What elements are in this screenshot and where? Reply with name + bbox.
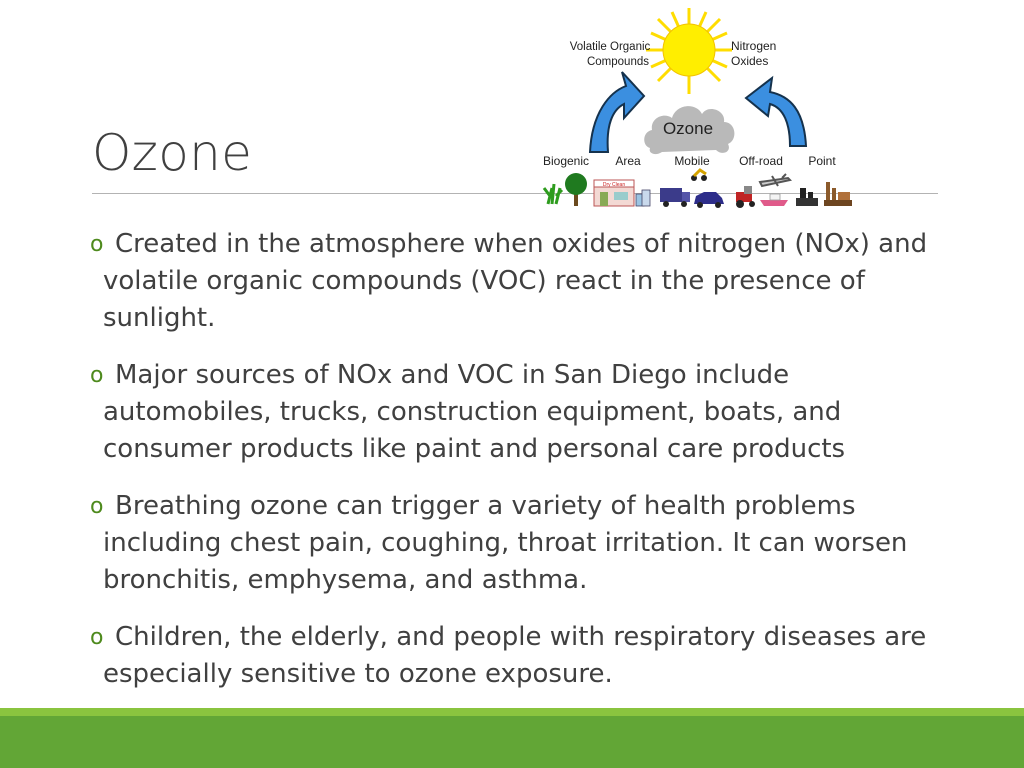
bullet-item — [92, 488, 952, 599]
motorcycle-icon — [691, 170, 707, 181]
nox-label-line1: Nitrogen — [731, 39, 777, 53]
airplane-icon — [760, 174, 790, 186]
nox-label-line2: Oxides — [731, 54, 769, 68]
plant-icon — [544, 184, 562, 204]
factory-icon — [796, 188, 818, 206]
bullet-marker: o — [90, 363, 104, 388]
bullet-list — [92, 226, 952, 713]
footer-accent-stripe — [0, 708, 1024, 716]
bullet-item — [92, 357, 952, 468]
refinery-icon — [824, 182, 852, 206]
sun-icon — [646, 8, 732, 94]
source-label-biogenic: Biogenic — [542, 154, 590, 168]
source-label-off-road: Off-road — [739, 154, 783, 168]
store-sign: Dry Clean — [602, 182, 626, 188]
boat-icon — [760, 194, 788, 206]
truck-icon — [660, 188, 690, 207]
bullet-text: Major sources of NOx and VOC in San Diego include automobiles, trucks, construction equipment, boats, and consumer products like paint and personal care products — [103, 360, 846, 464]
bullet-text: Children, the elderly, and people with respiratory diseases are especially sensitive to ozone exposure. — [103, 622, 927, 689]
voc-label-line2: Compounds — [586, 56, 650, 68]
voc-arrow-icon — [590, 72, 644, 152]
nox-arrow-icon — [746, 78, 806, 146]
car-icon — [694, 192, 724, 208]
slide-title: Ozone — [92, 124, 253, 182]
voc-label-line1: Volatile Organic — [569, 41, 651, 53]
bullet-marker: o — [90, 494, 104, 519]
bullet-marker: o — [90, 232, 104, 257]
paint-cans-icon — [636, 190, 650, 206]
ozone-formation-diagram — [538, 0, 860, 214]
bullet-text: Created in the atmosphere when oxides of nitrogen (NOx) and volatile organic compounds (VOC) react in the presence of sunlight. — [103, 229, 928, 333]
bullet-marker: o — [90, 625, 104, 650]
bullet-item — [92, 226, 952, 337]
tractor-icon — [736, 186, 755, 208]
bullet-text: Breathing ozone can trigger a variety of health problems including chest pain, coughing, throat irritation. It can worsen bronchitis, emphysema, and asthma. — [103, 491, 908, 595]
source-label-point: Point — [808, 154, 836, 168]
store-icon — [594, 180, 634, 206]
tree-icon — [565, 173, 587, 206]
center-label: Ozone — [662, 119, 714, 138]
source-label-area: Area — [615, 154, 641, 168]
source-label-mobile: Mobile — [674, 154, 710, 168]
bullet-item — [92, 619, 952, 693]
footer-band — [0, 716, 1024, 768]
